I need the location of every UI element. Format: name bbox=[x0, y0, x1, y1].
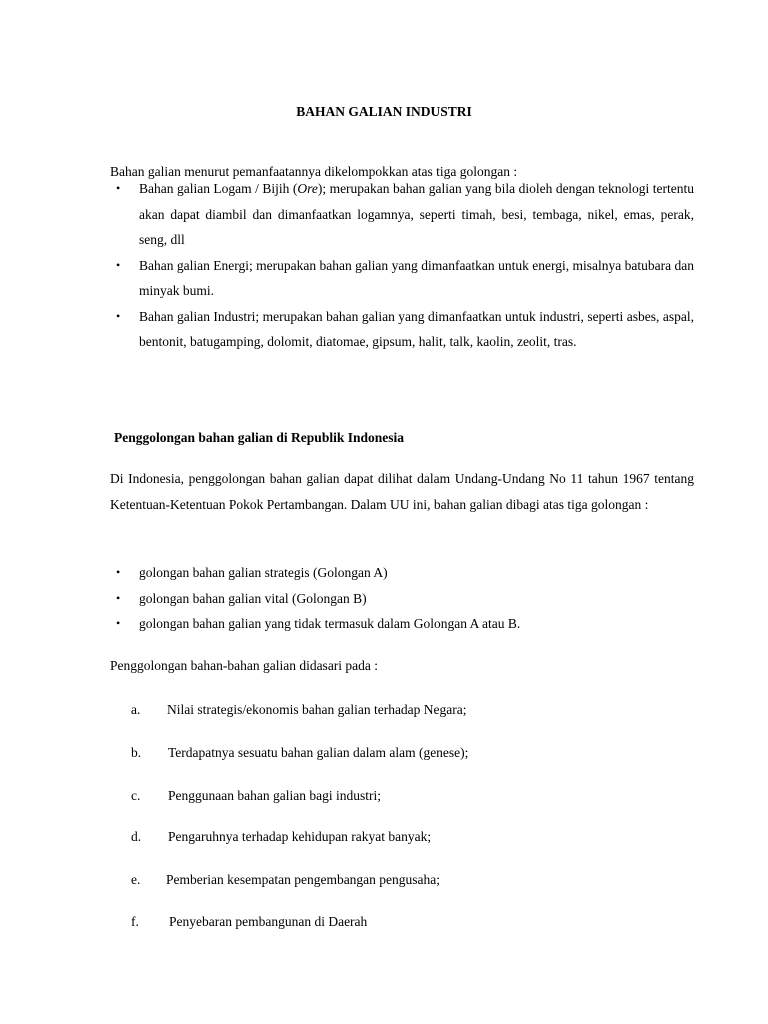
bullet-icon: • bbox=[116, 308, 121, 323]
bullet-icon: • bbox=[116, 565, 121, 579]
list-item bbox=[110, 176, 694, 253]
list-item-text: Bahan galian Energi; merupakan bahan galian yang dimanfaatkan untuk energi, misalnya batubara dan minyak bumi. bbox=[139, 257, 694, 298]
criteria-letter: f. bbox=[131, 914, 139, 929]
criteria-letter: b. bbox=[131, 745, 142, 760]
criteria-letter: a. bbox=[131, 702, 141, 717]
criteria-text: Pemberian kesempatan pengembangan pengusaha; bbox=[166, 872, 441, 887]
criteria-text: Pengaruhnya terhadap kehidupan rakyat banyak; bbox=[168, 829, 432, 844]
list-item-text-part: ); merupakan bahan galian yang bila dioleh dengan teknologi tertentu akan dapat diambil dan dimanfaatkan logamnya, seperti timah, besi, tembaga, nikel, emas, perak, seng, dll bbox=[139, 181, 694, 247]
list-item-text: Bahan galian Industri; merupakan bahan galian yang dimanfaatkan untuk industri, seperti asbes, aspal, bentonit, batugamping, dolomit, diatomae, gipsum, halit, talk, kaolin, zeolit, tras. bbox=[139, 308, 694, 349]
list-item-italic-term: Ore bbox=[297, 181, 318, 196]
mineral-types-list bbox=[110, 176, 694, 355]
list-item-text: golongan bahan galian strategis (Golongan A) bbox=[139, 565, 388, 580]
list-item bbox=[110, 586, 694, 612]
bullet-icon: • bbox=[116, 181, 121, 195]
criteria-text: Penggunaan bahan galian bagi industri; bbox=[168, 788, 381, 803]
criteria-text: Terdapatnya sesuatu bahan galian dalam alam (genese); bbox=[168, 745, 469, 760]
document-title: BAHAN GALIAN INDUSTRI bbox=[296, 104, 472, 119]
criteria-letter: c. bbox=[131, 788, 141, 803]
intro-paragraph: Bahan galian menurut pemanfaatannya dikelompokkan atas tiga golongan : bbox=[110, 164, 518, 179]
list-item-text: golongan bahan galian vital (Golongan B) bbox=[139, 590, 367, 606]
section-paragraph: Di Indonesia, penggolongan bahan galian dapat dilihat dalam Undang-Undang No 11 tahun 1967 tentang Ketentuan-Ketentuan Pokok Pertambangan. Dalam UU ini, bahan galian dibagi atas tiga golongan : bbox=[110, 471, 694, 512]
bullet-icon: • bbox=[116, 257, 121, 272]
bullet-icon: • bbox=[116, 590, 121, 605]
criteria-intro: Penggolongan bahan-bahan galian didasari pada : bbox=[110, 658, 379, 673]
list-item bbox=[110, 304, 694, 355]
criteria-text: Nilai strategis/ekonomis bahan galian terhadap Negara; bbox=[167, 702, 467, 717]
bullet-icon: • bbox=[116, 616, 121, 630]
criteria-letter: d. bbox=[131, 829, 142, 844]
list-item bbox=[110, 560, 694, 586]
list-item-text: golongan bahan galian yang tidak termasuk dalam Golongan A atau B. bbox=[139, 616, 521, 631]
criteria-text: Penyebaran pembangunan di Daerah bbox=[169, 914, 368, 929]
list-item-text-part: Bahan galian Logam / Bijih ( bbox=[139, 181, 298, 196]
section-heading: Penggolongan bahan galian di Republik Indonesia bbox=[114, 430, 404, 445]
criteria-letter: e. bbox=[131, 872, 141, 887]
list-item bbox=[110, 611, 694, 637]
golongan-list bbox=[110, 560, 694, 637]
list-item bbox=[110, 253, 694, 304]
